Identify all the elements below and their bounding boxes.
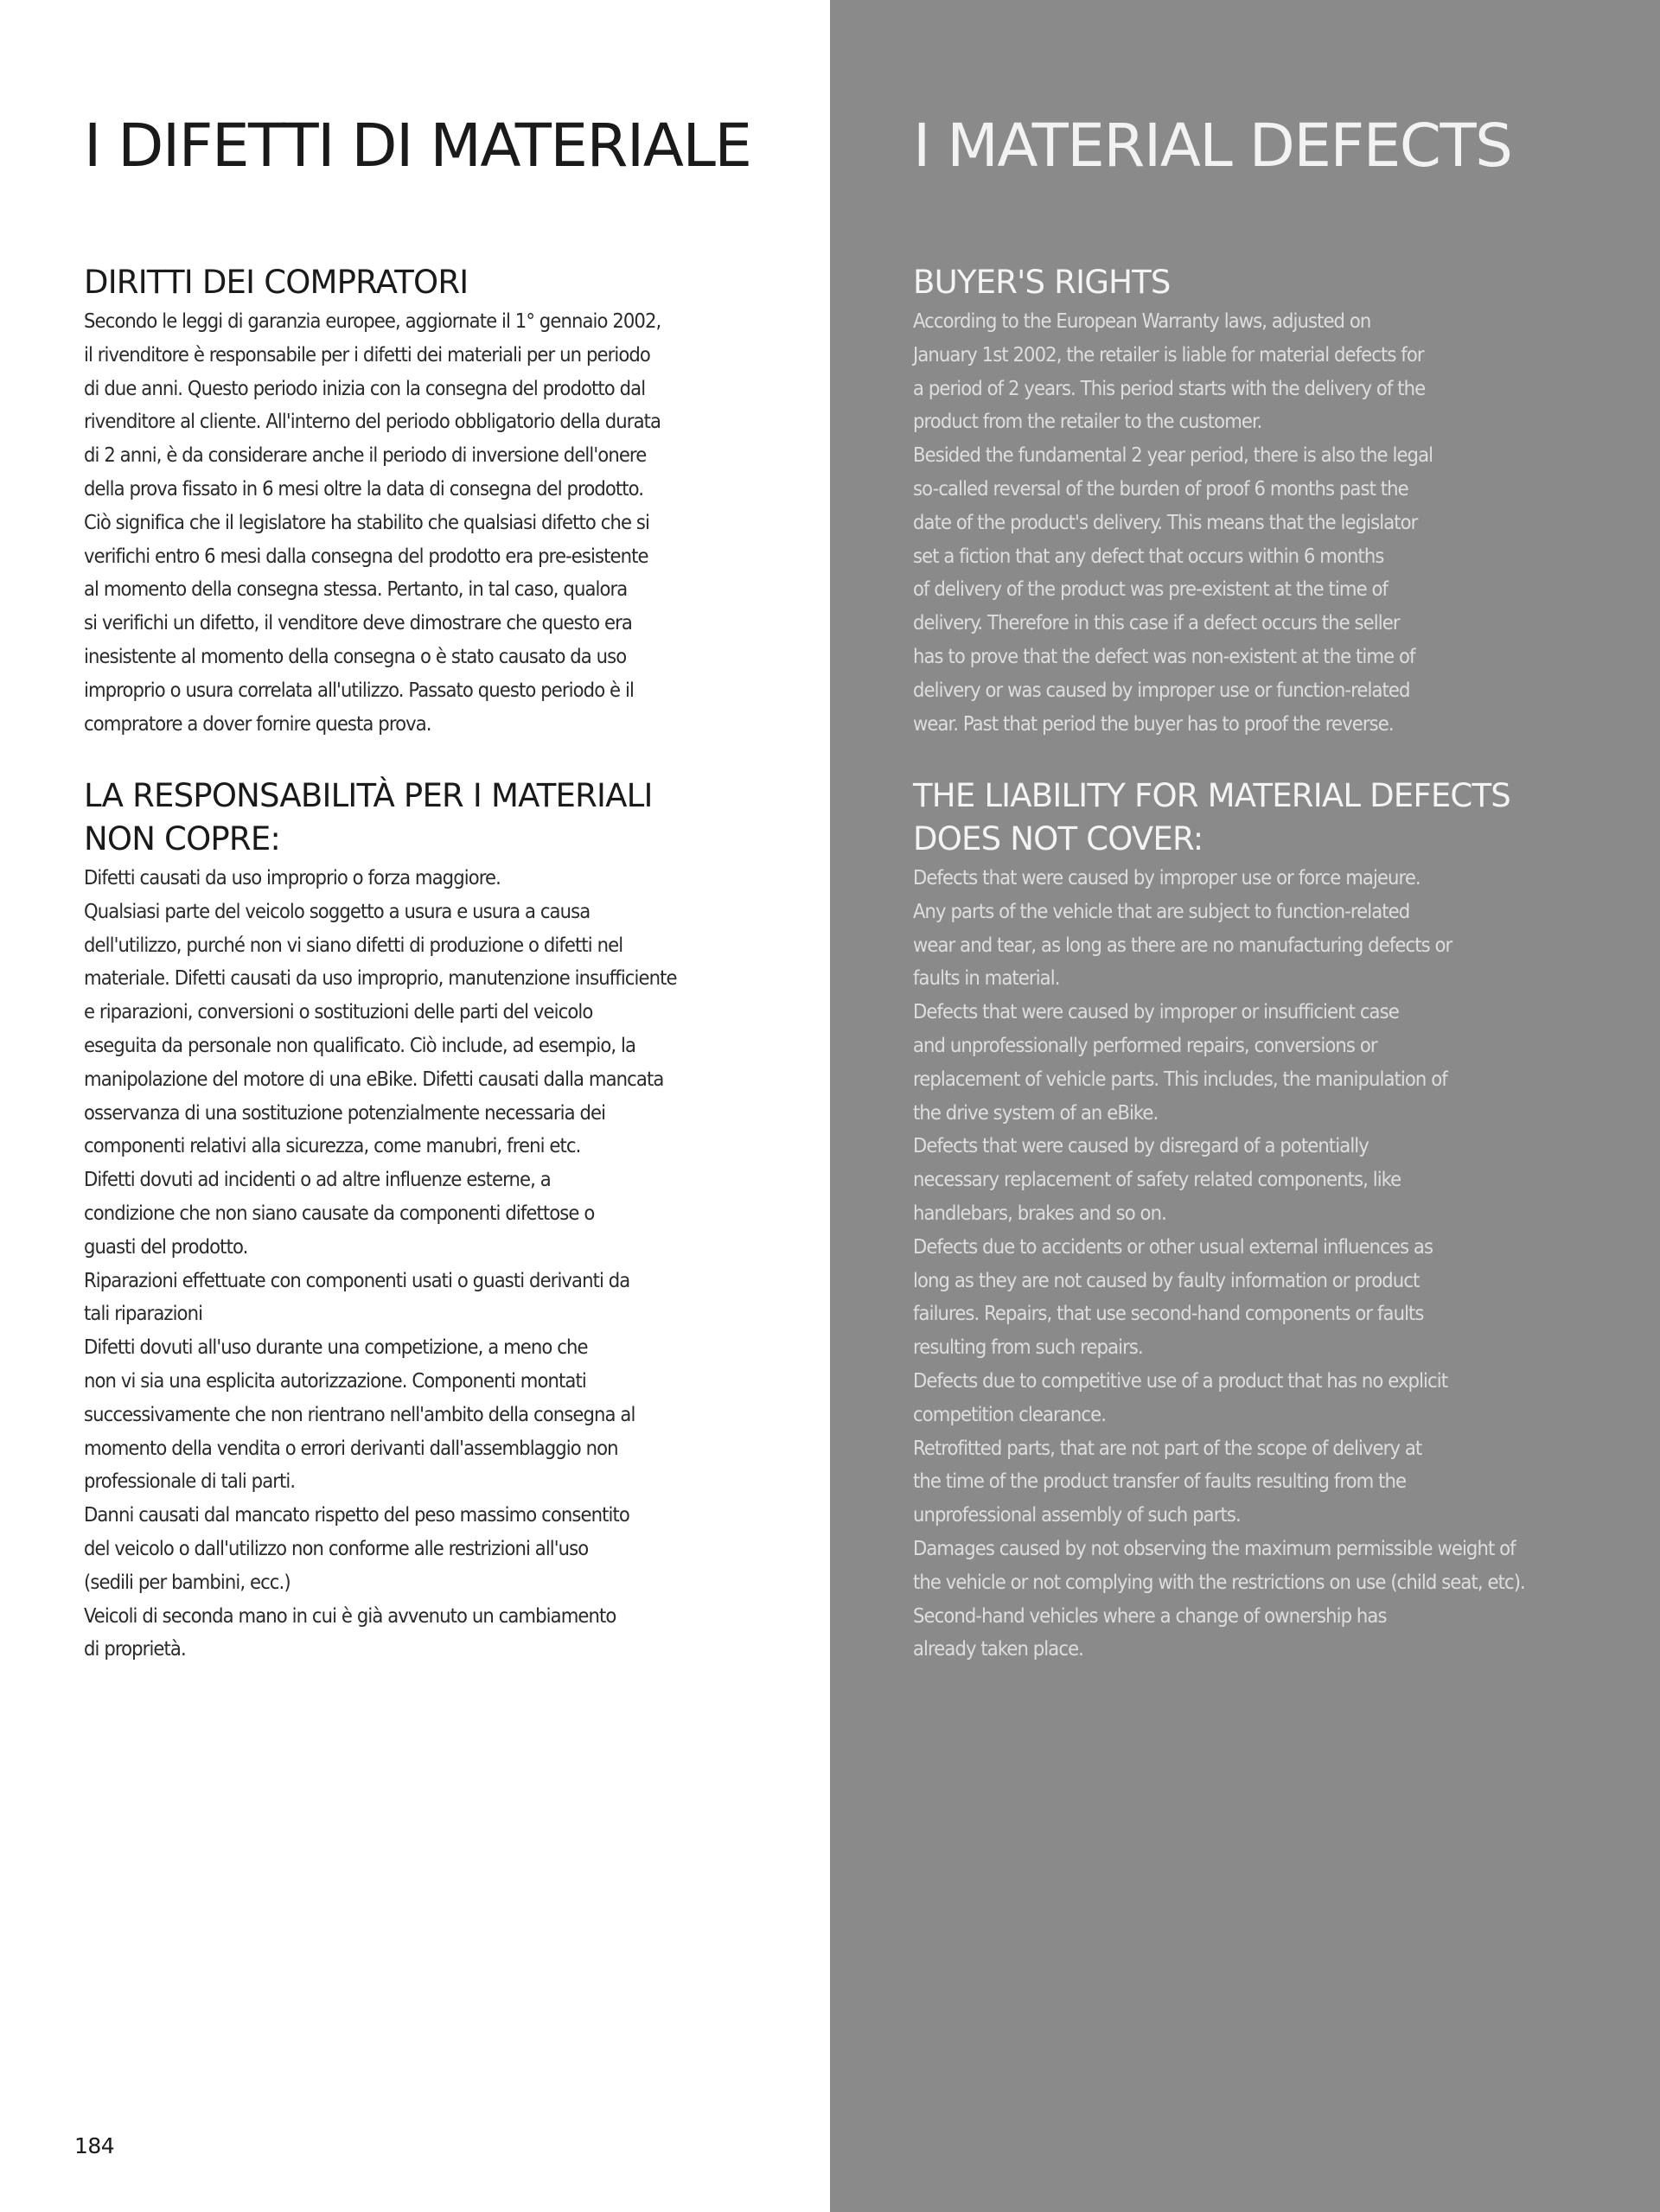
text-line: inesistente al momento della consegna o è stato causato da uso: [84, 643, 627, 668]
text-line: Riparazioni effettuate con componenti usati o guasti derivanti da: [84, 1267, 630, 1292]
text-line: componenti relativi alla sicurezza, come manubri, freni etc.: [84, 1133, 581, 1158]
text-line: improprio o usura correlata all'utilizzo. Passato questo periodo è il: [84, 677, 634, 702]
text-line: set a fiction that any defect that occurs within 6 months: [913, 543, 1384, 568]
text-line: verifichi entro 6 mesi dalla consegna del prodotto era pre-esistente: [84, 543, 648, 568]
text-line: failures. Repairs, that use second-hand components or faults: [913, 1301, 1424, 1326]
text-line: Qualsiasi parte del veicolo soggetto a usura e usura a causa: [84, 898, 591, 923]
text-line: competition clearance.: [913, 1401, 1107, 1426]
text-line: successivamente che non rientrano nell'ambito della consegna al: [84, 1401, 635, 1426]
text-line: of delivery of the product was pre-existent at the time of: [913, 577, 1389, 602]
text-line: delivery or was caused by improper use or function-related: [913, 677, 1410, 702]
text-line: the drive system of an eBike.: [913, 1100, 1159, 1125]
text-line: long as they are not caused by faulty information or product: [913, 1267, 1420, 1292]
text-line: rivenditore al cliente. All'interno del periodo obbligatorio della durata: [84, 409, 661, 434]
text-line: replacement of vehicle parts. This includes, the manipulation of: [913, 1066, 1447, 1091]
text-line: osservanza di una sostituzione potenzialmente necessaria dei: [84, 1100, 606, 1125]
section-liability-italian: [84, 775, 758, 1666]
text-line: al momento della consegna stessa. Pertanto, in tal caso, qualora: [84, 577, 628, 602]
text-line: Defects that were caused by disregard of a potentially: [913, 1133, 1369, 1158]
text-line: dell'utilizzo, purché non vi siano difetti di produzione o difetti nel: [84, 932, 623, 957]
text-line: Defects due to accidents or other usual external influences as: [913, 1233, 1433, 1259]
text-line: and unprofessionally performed repairs, conversions or: [913, 1032, 1377, 1057]
text-line: unprofessional assembly of such parts.: [913, 1502, 1241, 1527]
text-line: e riparazioni, conversioni o sostituzioni delle parti del veicolo: [84, 999, 593, 1024]
text-line: Defects that were caused by improper use or force majeure.: [913, 865, 1421, 889]
section-buyers-rights-english: [913, 261, 1596, 740]
page-number: 184: [74, 2133, 115, 2158]
section-liability-english: [913, 775, 1596, 1666]
section-heading: BUYER'S RIGHTS: [913, 264, 1171, 301]
text-line: necessary replacement of safety related components, like: [913, 1167, 1401, 1192]
page-title-italian: I DIFETTI DI MATERIALE: [84, 112, 751, 181]
section-body: [84, 304, 758, 740]
text-line: Any parts of the vehicle that are subject to function-related: [913, 898, 1410, 923]
text-line: professionale di tali parti.: [84, 1469, 296, 1494]
section-heading: DIRITTI DEI COMPRATORI: [84, 264, 469, 301]
text-line: wear. Past that period the buyer has to proof the reverse.: [913, 711, 1394, 736]
text-line: materiale. Difetti causati da uso improprio, manutenzione insufficiente: [84, 966, 677, 991]
text-line: Difetti causati da uso improprio o forza maggiore.: [84, 865, 501, 889]
text-line: non vi sia una esplicita autorizzazione. Componenti montati: [84, 1367, 586, 1393]
text-line: handlebars, brakes and so on.: [913, 1200, 1166, 1225]
text-line: Second-hand vehicles where a change of ownership has: [913, 1603, 1387, 1628]
text-line: Ciò significa che il legislatore ha stabilito che qualsiasi difetto che si: [84, 509, 650, 534]
text-line: Veicoli di seconda mano in cui è già avvenuto un cambiamento: [84, 1603, 616, 1628]
text-line: momento della vendita o errori derivanti dall'assemblaggio non: [84, 1435, 618, 1460]
text-line: wear and tear, as long as there are no manufacturing defects or: [913, 932, 1452, 957]
text-line: resulting from such repairs.: [913, 1335, 1143, 1360]
text-line: Defects that were caused by improper or insufficient case: [913, 999, 1399, 1024]
text-line: According to the European Warranty laws, adjusted on: [913, 309, 1371, 333]
heading-line: THE LIABILITY FOR MATERIAL DEFECTS: [913, 777, 1510, 814]
text-line: date of the product's delivery. This means that the legislator: [913, 509, 1418, 534]
text-line: product from the retailer to the customer.: [913, 409, 1262, 434]
text-line: faults in material.: [913, 966, 1060, 991]
text-line: so-called reversal of the burden of proof 6 months past the: [913, 475, 1408, 500]
section-heading: [913, 775, 1596, 861]
text-line: Defects due to competitive use of a product that has no explicit: [913, 1367, 1448, 1393]
text-line: del veicolo o dall'utilizzo non conforme alle restrizioni all'uso: [84, 1535, 589, 1560]
text-line: delivery. Therefore in this case if a defect occurs the seller: [913, 610, 1400, 635]
text-line: has to prove that the defect was non-existent at the time of: [913, 643, 1415, 668]
text-line: manipolazione del motore di una eBike. Difetti causati dalla mancata: [84, 1066, 664, 1091]
text-line: compratore a dover fornire questa prova.: [84, 711, 431, 736]
section-buyers-rights-italian: [84, 261, 758, 740]
text-line: Secondo le leggi di garanzia europee, aggiornate il 1° gennaio 2002,: [84, 309, 661, 333]
text-line: della prova fissato in 6 mesi oltre la data di consegna del prodotto.: [84, 475, 644, 500]
english-column: [830, 0, 1660, 2212]
heading-line: NON COPRE:: [84, 820, 281, 857]
section-body: [913, 304, 1596, 740]
section-body: [913, 861, 1596, 1666]
text-line: il rivenditore è responsabile per i difetti dei materiali per un periodo: [84, 341, 650, 367]
text-line: di 2 anni, è da considerare anche il periodo di inversione dell'onere: [84, 443, 647, 468]
text-line: di due anni. Questo periodo inizia con la consegna del prodotto dal: [84, 375, 646, 400]
section-heading: [84, 775, 758, 861]
text-line: the vehicle or not complying with the restrictions on use (child seat, etc).: [913, 1569, 1525, 1594]
text-line: Retrofitted parts, that are not part of the scope of delivery at: [913, 1435, 1422, 1460]
text-line: (sedili per bambini, ecc.): [84, 1569, 290, 1594]
section-body: [84, 861, 758, 1666]
text-line: a period of 2 years. This period starts with the delivery of the: [913, 375, 1426, 400]
text-line: tali riparazioni: [84, 1301, 203, 1326]
text-line: Difetti dovuti all'uso durante una competizione, a meno che: [84, 1335, 588, 1360]
text-line: Damages caused by not observing the maximum permissible weight of: [913, 1535, 1516, 1560]
text-line: January 1st 2002, the retailer is liable for material defects for: [913, 341, 1424, 367]
text-line: the time of the product transfer of faults resulting from the: [913, 1469, 1407, 1494]
heading-line: LA RESPONSABILITÀ PER I MATERIALI: [84, 777, 653, 814]
text-line: si verifichi un difetto, il venditore deve dimostrare che questo era: [84, 610, 632, 635]
text-line: already taken place.: [913, 1636, 1083, 1661]
page-title-english: I MATERIAL DEFECTS: [913, 112, 1512, 181]
text-line: Besided the fundamental 2 year period, there is also the legal: [913, 443, 1433, 468]
text-line: eseguita da personale non qualificato. Ciò include, ad esempio, la: [84, 1032, 636, 1057]
text-line: condizione che non siano causate da componenti difettose o: [84, 1200, 595, 1225]
heading-line: DOES NOT COVER:: [913, 820, 1204, 857]
text-line: guasti del prodotto.: [84, 1233, 248, 1259]
text-line: Danni causati dal mancato rispetto del peso massimo consentito: [84, 1502, 629, 1527]
text-line: di proprietà.: [84, 1636, 186, 1661]
text-line: Difetti dovuti ad incidenti o ad altre influenze esterne, a: [84, 1167, 551, 1192]
